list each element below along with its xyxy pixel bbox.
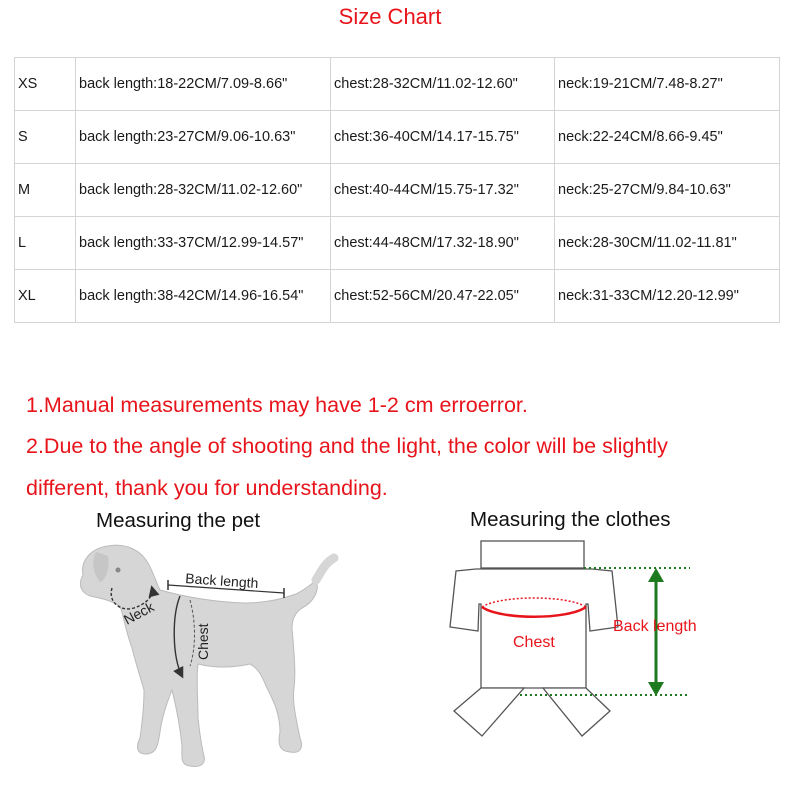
back-length-cell: back length:38-42CM/14.96-16.54" xyxy=(76,270,331,323)
neck-cell: neck:31-33CM/12.20-12.99" xyxy=(555,270,780,323)
back-length-label: Back length xyxy=(184,570,259,592)
back-length-cell: back length:28-32CM/11.02-12.60" xyxy=(76,164,331,217)
size-cell: XS xyxy=(15,58,76,111)
neck-cell: neck:25-27CM/9.84-10.63" xyxy=(555,164,780,217)
note-line-3: different, thank you for understanding. xyxy=(26,476,388,500)
chest-cell: chest:40-44CM/15.75-17.32" xyxy=(331,164,555,217)
size-cell: L xyxy=(15,217,76,270)
chest-cell: chest:36-40CM/14.17-15.75" xyxy=(331,111,555,164)
back-length-cell: back length:23-27CM/9.06-10.63" xyxy=(76,111,331,164)
chest-label-clothes: Chest xyxy=(513,634,555,651)
page-title: Size Chart xyxy=(338,4,442,29)
note-line-2: 2.Due to the angle of shooting and the light, the color will be slightly xyxy=(26,434,668,458)
note-line-1: 1.Manual measurements may have 1-2 cm erroerror. xyxy=(26,393,528,417)
chest-cell: chest:52-56CM/20.47-22.05" xyxy=(331,270,555,323)
back-length-label-clothes: Back length xyxy=(613,618,697,635)
neck-cell: neck:19-21CM/7.48-8.27" xyxy=(555,58,780,111)
size-cell: S xyxy=(15,111,76,164)
size-cell: M xyxy=(15,164,76,217)
back-length-cell: back length:33-37CM/12.99-14.57" xyxy=(76,217,331,270)
pet-figure-heading: Measuring the pet xyxy=(96,509,261,532)
neck-cell: neck:28-30CM/11.02-11.81" xyxy=(555,217,780,270)
chest-label-pet: Chest xyxy=(195,623,211,660)
neck-cell: neck:22-24CM/8.66-9.45" xyxy=(555,111,780,164)
back-length-cell: back length:18-22CM/7.09-8.66" xyxy=(76,58,331,111)
size-cell: XL xyxy=(15,270,76,323)
clothes-figure-heading: Measuring the clothes xyxy=(470,508,671,531)
chest-cell: chest:44-48CM/17.32-18.90" xyxy=(331,217,555,270)
chest-cell: chest:28-32CM/11.02-12.60" xyxy=(331,58,555,111)
neck-label: Neck xyxy=(120,598,157,628)
